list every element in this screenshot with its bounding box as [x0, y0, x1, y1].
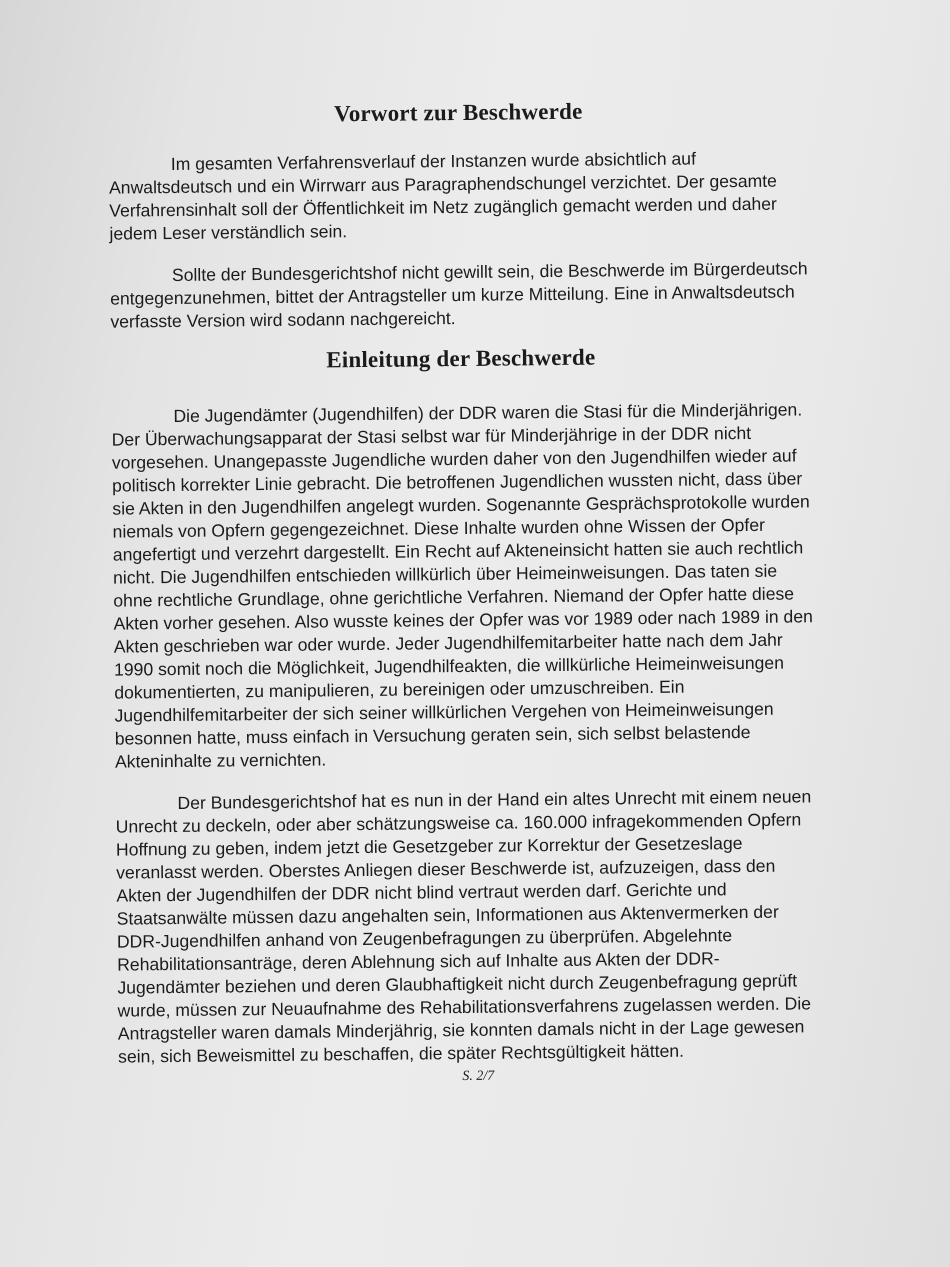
- page-content: [108, 86, 818, 1088]
- heading-foreword: Vorwort zur Beschwerde: [333, 98, 583, 127]
- paragraph-introduction-1: Die Jugendämter (Jugendhilfen) der DDR waren die Stasi für die Minderjährigen. Der Überwachungsapparat der Stasi selbst war für Minderjährige in der DDR nicht vorgesehen. Unangepasste Jugendliche wurden daher von den Jugendhilfen wieder auf politisch korrekter Linie gebracht. Die betroffenen Jugendlichen wussten nicht, dass über sie Akten in den Jugendhilfen angelegt wurden. Sogenannte Gesprächsprotokolle wurden niemals von Opfern gegengezeichnet. Diese Inhalte wurden ohne Wissen der Opfer angefertigt und verzehrt dargestellt. Ein Recht auf Akteneinsicht hatten sie auch rechtlich nicht. Die Jugendhilfen entschieden willkürlich über Heimeinweisungen. Das taten sie ohne rechtliche Grundlage, ohne gerichtliche Verfahren. Niemand der Opfer hatte diese Akten vorher gesehen. Also wusste keines der Opfer was vor 1989 oder nach 1989 in den Akten geschrieben war oder wurde. Jeder Jugendhilfemitarbeiter hatte nach dem Jahr 1990 somit noch die Möglichkeit, Jugendhilfeakten, die willkürliche Heimeinweisungen dokumentierten, zu manipulieren, zu bereinigen oder umzuschreiben. Ein Jugendhilfemitarbeiter der sich seiner willkürlichen Vergehen von Heimeinweisungen besonnen hatte, muss einfach in Versuchung geraten sein, sich selbst belastende Akteninhalte zu vernichten.: [111, 399, 813, 772]
- paragraph-introduction-2: Der Bundesgerichtshof hat es nun in der Hand ein altes Unrecht mit einem neuen Unrecht zu deckeln, oder aber schätzungsweise ca. 160.000 infragekommenden Opfern Hoffnung zu geben, indem jetzt die Gesetzgeber zur Korrektur der Gesetzeslage veranlasst werden. Oberstes Anliegen dieser Beschwerde ist, aufzuzeigen, dass den Akten der Jugendhilfen der DDR nicht blind vertraut werden darf. Gerichte und Staatsanwälte müssen dazu angehalten sein, Informationen aus Aktenvermerken der DDR-Jugendhilfen anhand von Zeugenbefragungen zu überprüfen. Abgelehnte Rehabilitationsanträge, deren Ablehnung sich auf Inhalte aus Akten der DDR-Jugendämter beziehen und deren Glaubhaftigkeit nicht durch Zeugenbefragung geprüft wurde, müssen zur Neuaufnahme des Rehabilitationsverfahrens zugelassen werden. Die Antragsteller waren damals Minderjährig, sie konnten damals nicht in der Lage gewesen sein, sich Beweismittel zu beschaffen, die später Rechtsgültigkeit hätten.: [115, 786, 812, 1067]
- paragraph-foreword-2: Sollte der Bundesgerichtshof nicht gewillt sein, die Beschwerde im Bürgerdeutsch entgegenzunehmen, bittet der Antragsteller um kurze Mitteilung. Eine in Anwaltsdeutsch verfasste Version wird sodann nachgereicht.: [110, 258, 808, 332]
- paragraph-foreword-1: Im gesamten Verfahrensverlauf der Instanzen wurde absichtlich auf Anwaltsdeutsch und ein Wirrwarr aus Paragraphendschungel verzichtet. Der gesamte Verfahrensinhalt soll der Öffentlichkeit im Netz zugänglich gemacht werden und daher jedem Leser verständlich sein.: [108, 148, 777, 244]
- heading-introduction: Einleitung der Beschwerde: [326, 344, 596, 373]
- page-number: S. 2/7: [462, 1068, 495, 1085]
